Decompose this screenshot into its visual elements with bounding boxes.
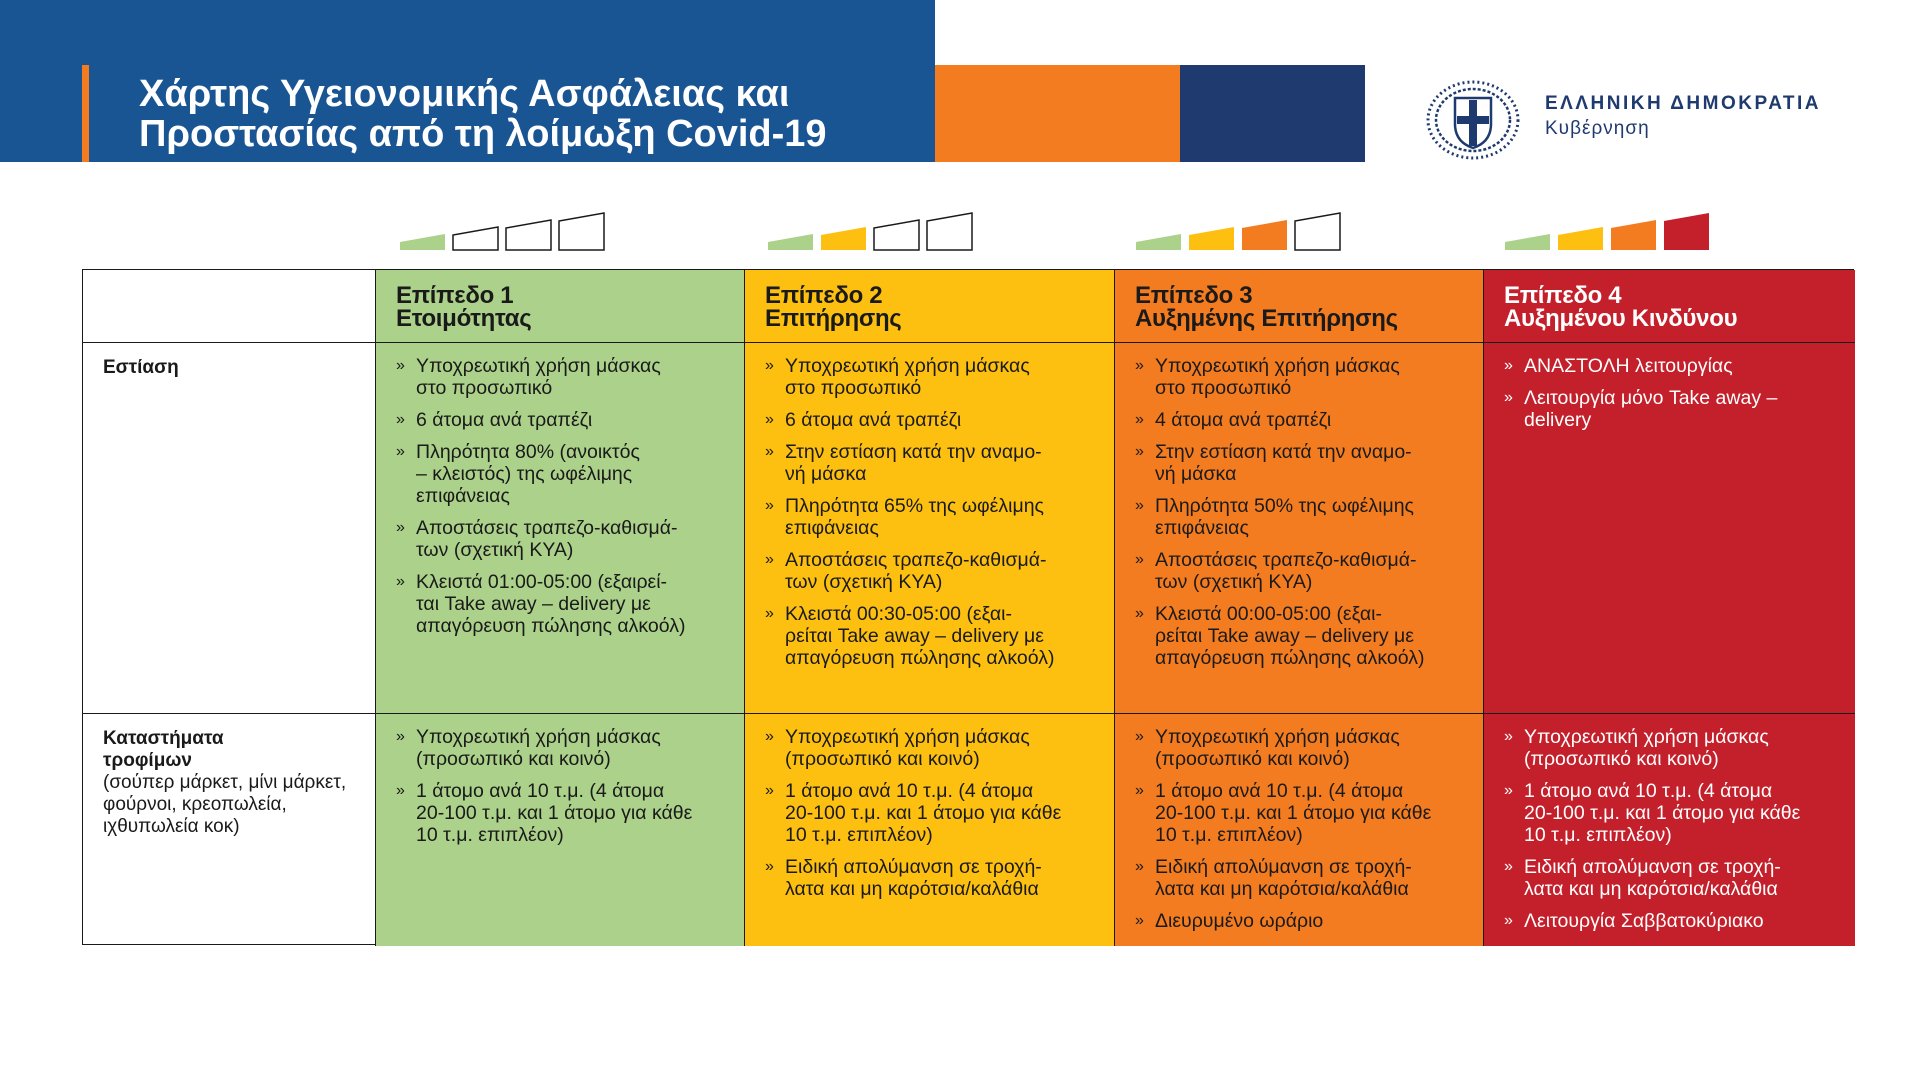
level-3-subtitle: Αυξημένης Επιτήρησης xyxy=(1135,305,1398,332)
bullet-icon: » xyxy=(396,728,405,745)
dining-level-4-cell xyxy=(1484,343,1855,714)
measure-text: Υποχρεωτική χρήση μάσκας (προσωπικό και κοινό) xyxy=(785,726,1030,770)
measure-text: Υποχρεωτική χρήση μάσκας (προσωπικό και κοινό) xyxy=(1524,726,1769,770)
level-1-title: Επίπεδο 1 xyxy=(396,282,514,309)
measure-item xyxy=(765,441,1096,485)
level-4-indicator xyxy=(1505,212,1715,252)
measure-text: Υποχρεωτική χρήση μάσκας στο προσωπικό xyxy=(416,355,661,399)
bullet-icon: » xyxy=(396,519,405,536)
measure-item xyxy=(396,780,726,846)
measure-item xyxy=(1504,780,1837,846)
row-label-dining xyxy=(83,343,376,714)
measures-list xyxy=(1115,714,1483,932)
measure-text: Υποχρεωτική χρήση μάσκας στο προσωπικό xyxy=(1155,355,1400,399)
government-subtitle: Κυβέρνηση xyxy=(1545,118,1650,139)
measure-text: Ειδική απολύμανση σε τροχή- λατα και μη καρότσια/καλάθια xyxy=(1155,856,1412,900)
measure-text: Αποστάσεις τραπεζο-καθισμά- των (σχετική ΚΥΑ) xyxy=(785,549,1047,593)
food-level-1-cell xyxy=(376,714,745,946)
measure-text: 1 άτομο ανά 10 τ.μ. (4 άτομα 20-100 τ.μ. και 1 άτομο για κάθε 10 τ.μ. επιπλέον) xyxy=(785,780,1062,846)
level-1-subtitle: Ετοιμότητας xyxy=(396,305,532,332)
bullet-icon: » xyxy=(765,443,774,460)
measures-list xyxy=(1484,343,1855,431)
row-label-food-stores-title: Καταστήματα τροφίμων xyxy=(103,728,224,771)
bullet-icon: » xyxy=(1135,728,1144,745)
measure-text: Πληρότητα 65% της ωφέλιμης επιφάνειας xyxy=(785,495,1044,539)
measure-item xyxy=(1135,495,1465,539)
measures-list xyxy=(1484,714,1855,932)
bullet-icon: » xyxy=(1504,858,1513,875)
measure-item xyxy=(1504,856,1837,900)
level-bar xyxy=(453,227,498,250)
measure-text: Αποστάσεις τραπεζο-καθισμά- των (σχετική ΚΥΑ) xyxy=(416,517,678,561)
bullet-icon: » xyxy=(1504,912,1513,929)
bullet-icon: » xyxy=(765,357,774,374)
measures-table xyxy=(82,269,1854,945)
level-bar xyxy=(874,220,919,250)
measure-text: 1 άτομο ανά 10 τ.μ. (4 άτομα 20-100 τ.μ. και 1 άτομο για κάθε 10 τ.μ. επιπλέον) xyxy=(1524,780,1801,846)
level-2-title: Επίπεδο 2 xyxy=(765,282,883,309)
government-name: ΕΛΛΗΝΙΚΗ ΔΗΜΟΚΡΑΤΙΑ xyxy=(1545,93,1821,114)
food-level-3-cell xyxy=(1115,714,1484,946)
level-bar xyxy=(1242,220,1287,250)
measure-item xyxy=(396,409,726,431)
measure-text: Υποχρεωτική χρήση μάσκας στο προσωπικό xyxy=(785,355,1030,399)
level-4-title: Επίπεδο 4 xyxy=(1504,282,1622,309)
measure-text: Πληρότητα 80% (ανοικτός – κλειστός) της ωφέλιμης επιφάνειας xyxy=(416,441,640,507)
bullet-icon: » xyxy=(1135,912,1144,929)
measure-item xyxy=(396,726,726,770)
bullet-icon: » xyxy=(1135,497,1144,514)
bullet-icon: » xyxy=(396,411,405,428)
measure-item xyxy=(1135,409,1465,431)
measure-item xyxy=(1135,856,1465,900)
bullet-icon: » xyxy=(1135,551,1144,568)
dining-level-1-cell xyxy=(376,343,745,714)
measure-item xyxy=(765,726,1096,770)
measure-item xyxy=(765,495,1096,539)
bullet-icon: » xyxy=(765,858,774,875)
level-3-header xyxy=(1115,270,1484,343)
measure-item xyxy=(1504,355,1837,377)
bullet-icon: » xyxy=(765,411,774,428)
measure-item xyxy=(1504,387,1837,431)
dining-level-3-cell xyxy=(1115,343,1484,714)
level-bar xyxy=(1295,213,1340,250)
header-orange-block xyxy=(935,65,1180,162)
measure-text: 6 άτομα ανά τραπέζι xyxy=(785,409,962,431)
measure-text: Ειδική απολύμανση σε τροχή- λατα και μη καρότσια/καλάθια xyxy=(1524,856,1781,900)
header-navy-block xyxy=(1180,65,1365,162)
level-bar xyxy=(506,220,551,250)
measure-text: Ειδική απολύμανση σε τροχή- λατα και μη καρότσια/καλάθια xyxy=(785,856,1042,900)
bullet-icon: » xyxy=(396,573,405,590)
measure-item xyxy=(1504,726,1837,770)
row-label-dining-title: Εστίαση xyxy=(103,357,179,378)
row-label-food-stores-note: (σούπερ μάρκετ, μίνι μάρκετ, φούρνοι, κρεοπωλεία, ιχθυπωλεία κοκ) xyxy=(103,772,347,837)
level-bar xyxy=(1664,213,1709,250)
level-2-indicator xyxy=(768,212,978,252)
bullet-icon: » xyxy=(1135,782,1144,799)
measure-item xyxy=(765,355,1096,399)
level-3-title: Επίπεδο 3 xyxy=(1135,282,1253,309)
measure-item xyxy=(1135,441,1465,485)
row-label-food-stores xyxy=(83,714,376,946)
measure-text: 6 άτομα ανά τραπέζι xyxy=(416,409,593,431)
measures-list xyxy=(376,343,744,637)
level-bar xyxy=(1189,227,1234,250)
level-4-subtitle: Αυξημένου Κινδύνου xyxy=(1504,305,1738,332)
measure-text: Πληρότητα 50% της ωφέλιμης επιφάνειας xyxy=(1155,495,1414,539)
bullet-icon: » xyxy=(765,497,774,514)
level-bar xyxy=(559,213,604,250)
measure-text: Υποχρεωτική χρήση μάσκας (προσωπικό και κοινό) xyxy=(1155,726,1400,770)
measure-text: Λειτουργία Σαββατοκύριακο xyxy=(1524,910,1764,932)
measure-item xyxy=(396,355,726,399)
measure-item xyxy=(1135,603,1465,669)
level-1-indicator xyxy=(400,212,610,252)
food-level-4-cell xyxy=(1484,714,1855,946)
measure-text: 4 άτομα ανά τραπέζι xyxy=(1155,409,1332,431)
measure-text: Υποχρεωτική χρήση μάσκας (προσωπικό και κοινό) xyxy=(416,726,661,770)
measure-text: Στην εστίαση κατά την αναμο- νή μάσκα xyxy=(785,441,1042,485)
measure-text: 1 άτομο ανά 10 τ.μ. (4 άτομα 20-100 τ.μ. και 1 άτομο για κάθε 10 τ.μ. επιπλέον) xyxy=(1155,780,1432,846)
measure-item xyxy=(1135,910,1465,932)
level-bar xyxy=(1611,220,1656,250)
greek-emblem-icon xyxy=(1425,80,1521,160)
level-1-header xyxy=(376,270,745,343)
measure-item xyxy=(765,780,1096,846)
measure-item xyxy=(765,856,1096,900)
level-bar xyxy=(1558,227,1603,250)
measure-item xyxy=(396,517,726,561)
measure-text: Στην εστίαση κατά την αναμο- νή μάσκα xyxy=(1155,441,1412,485)
measure-text: Κλειστά 00:00-05:00 (εξαι- ρείται Take away – delivery με απαγόρευση πώλησης αλκοόλ) xyxy=(1155,603,1425,669)
measures-list xyxy=(376,714,744,846)
measure-item xyxy=(765,409,1096,431)
level-2-header xyxy=(745,270,1115,343)
page-title: Χάρτης Υγειονομικής Ασφάλειας και Προστασίας από τη λοίμωξη Covid-19 xyxy=(139,73,827,155)
level-bar xyxy=(400,234,445,250)
level-bar xyxy=(768,234,813,250)
bullet-icon: » xyxy=(396,782,405,799)
measure-text: Κλειστά 00:30-05:00 (εξαι- ρείται Take away – delivery με απαγόρευση πώλησης αλκοόλ) xyxy=(785,603,1055,669)
bullet-icon: » xyxy=(1504,782,1513,799)
food-level-2-cell xyxy=(745,714,1115,946)
measure-item xyxy=(1135,780,1465,846)
header-accent-line xyxy=(82,65,89,162)
level-bar xyxy=(1136,234,1181,250)
level-2-subtitle: Επιτήρησης xyxy=(765,305,902,332)
level-4-header xyxy=(1484,270,1855,343)
bullet-icon: » xyxy=(1504,357,1513,374)
measures-list xyxy=(1115,343,1483,669)
measure-item xyxy=(1135,355,1465,399)
measure-item xyxy=(396,441,726,507)
measures-list xyxy=(745,343,1114,669)
measure-item xyxy=(1135,726,1465,770)
bullet-icon: » xyxy=(396,357,405,374)
measure-text: Λειτουργία μόνο Take away – delivery xyxy=(1524,387,1778,431)
bullet-icon: » xyxy=(765,782,774,799)
bullet-icon: » xyxy=(1135,858,1144,875)
bullet-icon: » xyxy=(765,551,774,568)
bullet-icon: » xyxy=(765,728,774,745)
bullet-icon: » xyxy=(1135,443,1144,460)
measure-text: 1 άτομο ανά 10 τ.μ. (4 άτομα 20-100 τ.μ. και 1 άτομο για κάθε 10 τ.μ. επιπλέον) xyxy=(416,780,693,846)
measure-text: Διευρυμένο ωράριο xyxy=(1155,910,1324,932)
measure-item xyxy=(1504,910,1837,932)
dining-level-2-cell xyxy=(745,343,1115,714)
measure-item xyxy=(765,549,1096,593)
bullet-icon: » xyxy=(1504,728,1513,745)
level-3-indicator xyxy=(1136,212,1346,252)
measure-item xyxy=(1135,549,1465,593)
level-bar xyxy=(1505,234,1550,250)
bullet-icon: » xyxy=(765,605,774,622)
measure-item xyxy=(765,603,1096,669)
measure-text: ΑΝΑΣΤΟΛΗ λειτουργίας xyxy=(1524,355,1733,377)
bullet-icon: » xyxy=(1135,605,1144,622)
bullet-icon: » xyxy=(1504,389,1513,406)
bullet-icon: » xyxy=(1135,411,1144,428)
bullet-icon: » xyxy=(1135,357,1144,374)
measure-item xyxy=(396,571,726,637)
measure-text: Κλειστά 01:00-05:00 (εξαιρεί- ται Take away – delivery με απαγόρευση πώλησης αλκοόλ) xyxy=(416,571,686,637)
measure-text: Αποστάσεις τραπεζο-καθισμά- των (σχετική ΚΥΑ) xyxy=(1155,549,1417,593)
level-bar xyxy=(821,227,866,250)
bullet-icon: » xyxy=(396,443,405,460)
level-bar xyxy=(927,213,972,250)
measures-list xyxy=(745,714,1114,900)
table-corner-cell xyxy=(83,270,376,343)
